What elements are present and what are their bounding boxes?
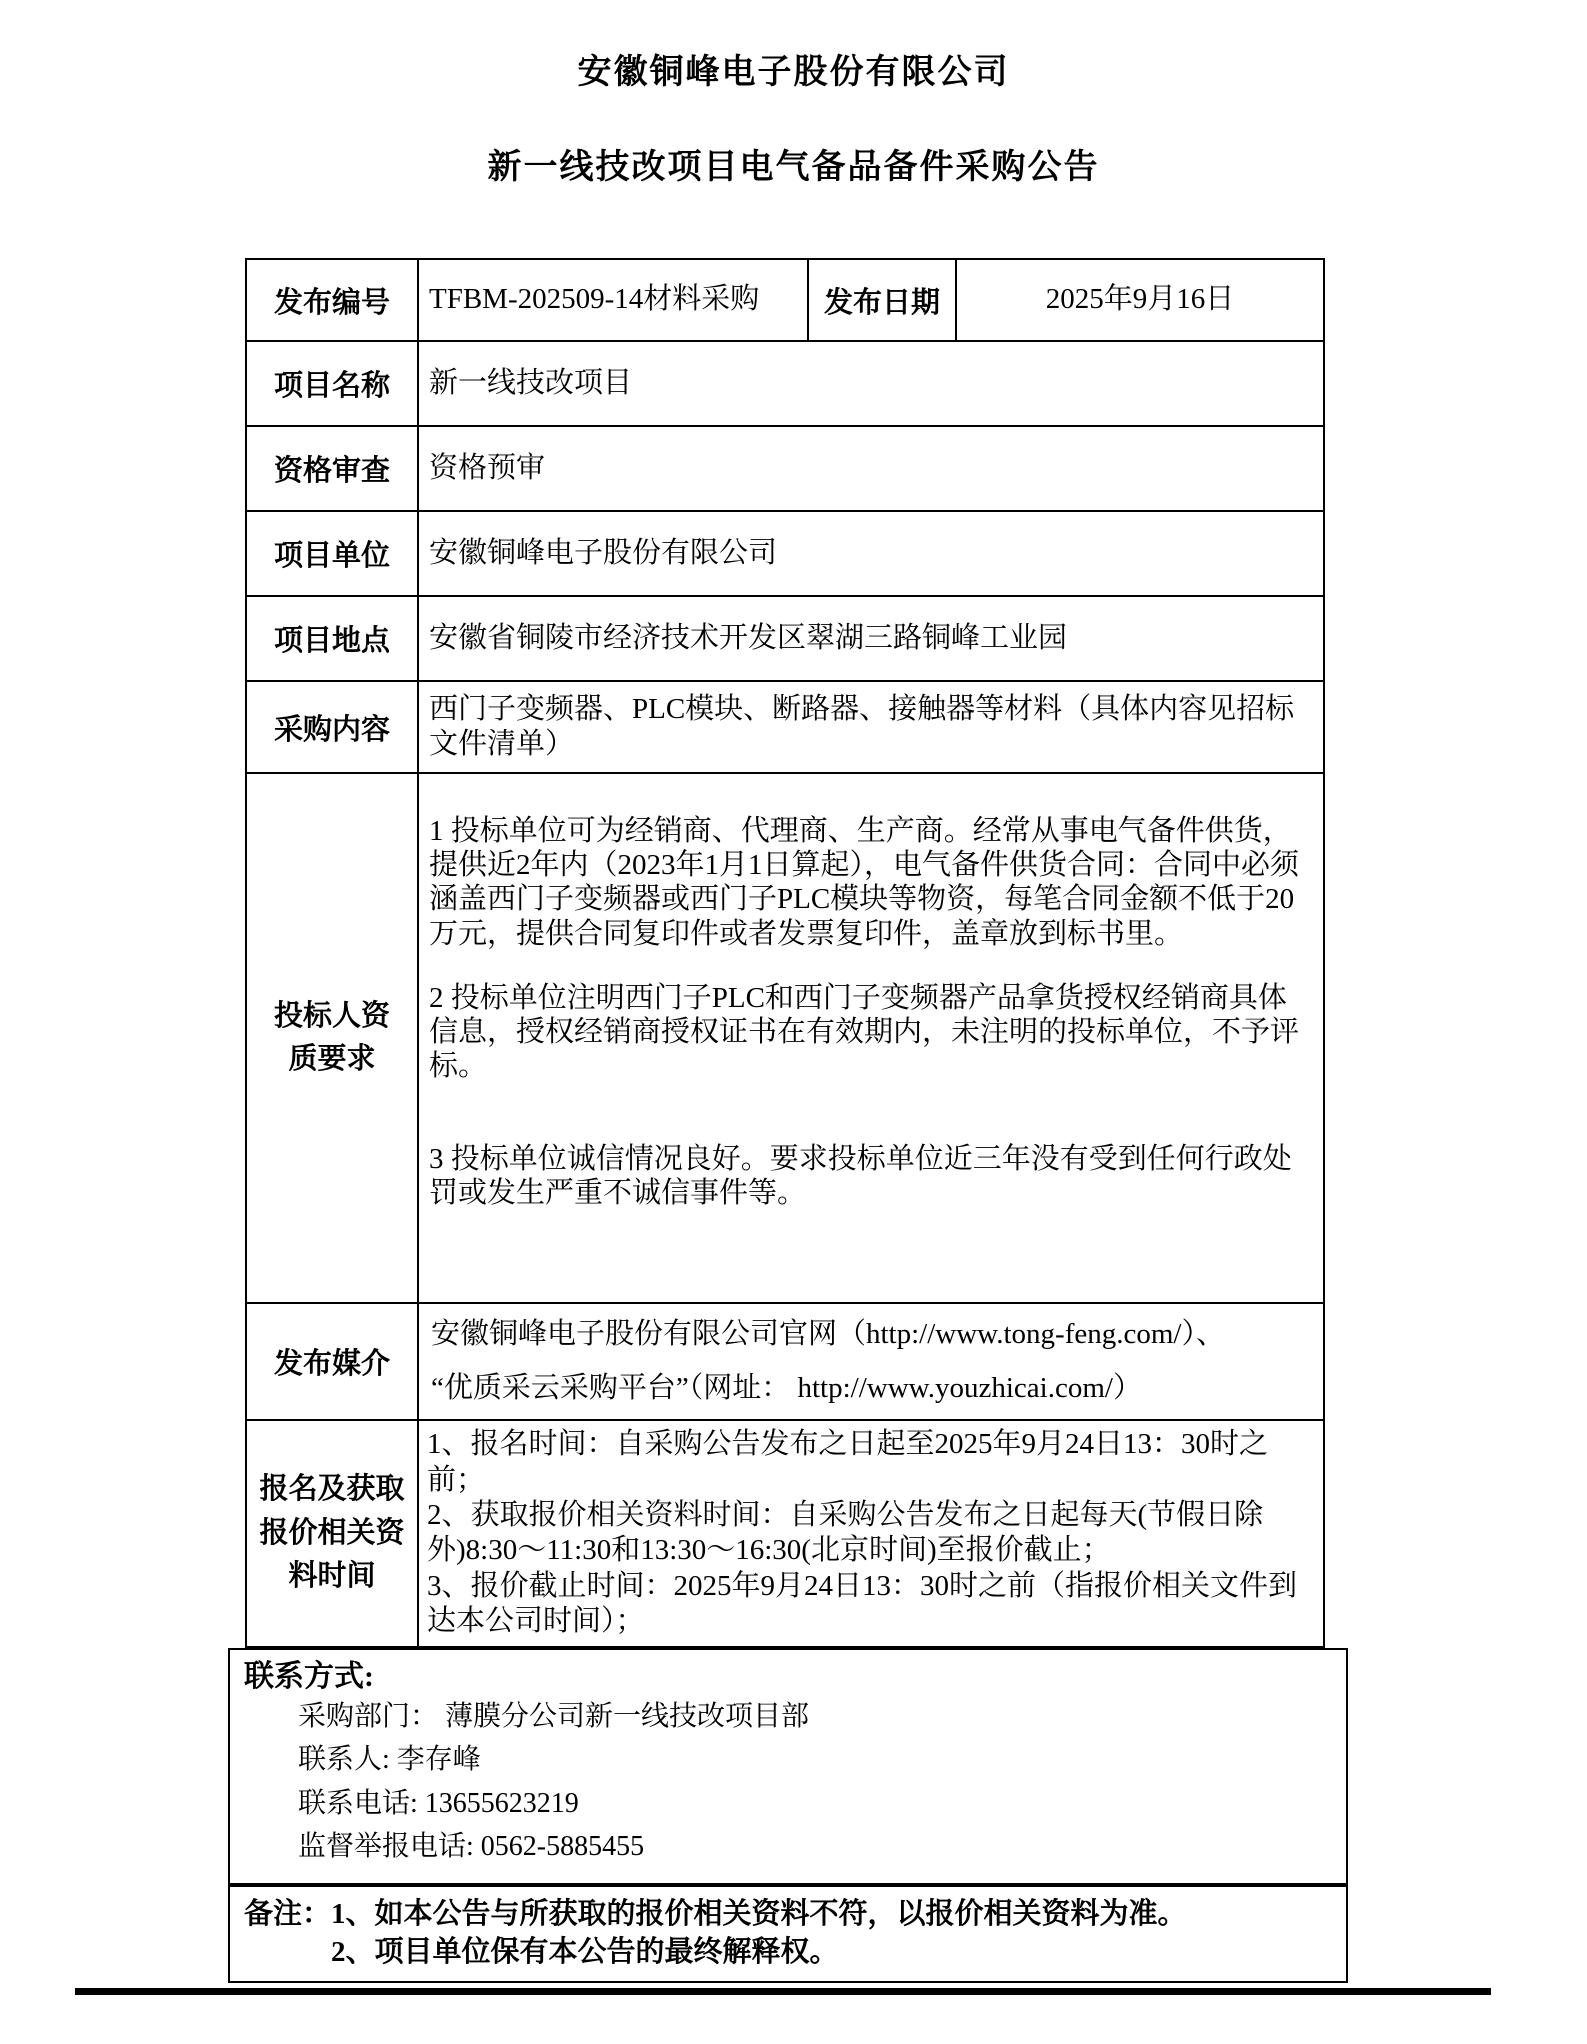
bidder-qualification-label-line1: 投标人资 — [273, 999, 390, 1032]
publish-media-line1: 安徽铜峰电子股份有限公司官网（http://www.tong-feng.com/）、 — [431, 1318, 1225, 1350]
contact-person: 联系人: 李存峰 — [298, 1744, 481, 1776]
procurement-content-value: 西门子变频器、PLC模块、断路器、接触器等材料（具体内容见招标文件清单） — [418, 681, 1324, 773]
qualification-review-value: 资格预审 — [418, 426, 1324, 511]
row-publish-media — [246, 1303, 1324, 1420]
registration-item-3: 3、报价截止时间：2025年9月24日13：30时之前（指报价相关文件到达本公司时间）； — [427, 1569, 1298, 1638]
publish-number-label: 发布编号 — [246, 259, 418, 341]
contact-phone: 联系电话: 13655623219 — [298, 1787, 579, 1819]
publish-date-label: 发布日期 — [808, 259, 956, 341]
qualification-review-label: 资格审查 — [246, 426, 418, 511]
registration-time-label-line2: 报价相关资 — [259, 1516, 405, 1549]
row-publish-number — [246, 259, 1324, 341]
registration-time-value — [418, 1420, 1324, 1646]
project-location-value: 安徽省铜陵市经济技术开发区翠湖三路铜峰工业园 — [418, 596, 1324, 681]
remark-item-1: 1、如本公告与所获取的报价相关资料不符，以报价相关资料为准。 — [331, 1897, 1187, 1930]
registration-time-label — [246, 1420, 418, 1646]
qualification-paragraph-2: 2 投标单位注明西门子PLC和西门子变频器产品拿货授权经销商具体信息，授权经销商授权证书在有效期内，未注明的投标单位，不予评标。 — [429, 981, 1300, 1083]
bidder-qualification-label — [246, 773, 418, 1303]
registration-item-2: 2、获取报价相关资料时间：自采购公告发布之日起每天(节假日除外)8:30～11:30和13:30～16:30(北京时间)至报价截止； — [427, 1499, 1264, 1567]
contact-supervision-phone: 监督举报电话: 0562-5885455 — [298, 1831, 645, 1863]
contact-box — [228, 1648, 1348, 1885]
bidder-qualification-value — [418, 773, 1324, 1303]
registration-time-label-line3: 料时间 — [288, 1560, 376, 1593]
publish-date-value: 2025年9月16日 — [956, 259, 1324, 341]
project-unit-value: 安徽铜峰电子股份有限公司 — [418, 511, 1324, 596]
qualification-paragraph-3: 3 投标单位诚信情况良好。要求投标单位近三年没有受到任何行政处罚或发生严重不诚信事件等。 — [429, 1142, 1292, 1209]
publish-media-line2: “优质采云采购平台”（网址： http://www.youzhicai.com/） — [431, 1371, 1142, 1404]
row-project-unit — [246, 511, 1324, 596]
row-project-location — [246, 596, 1324, 681]
announcement-table — [245, 258, 1325, 1648]
row-registration-time — [246, 1420, 1324, 1646]
registration-time-label-line1: 报名及获取 — [259, 1473, 405, 1506]
remark-item-2: 2、项目单位保有本公告的最终解释权。 — [331, 1935, 839, 1968]
contact-heading: 联系方式: — [244, 1659, 374, 1693]
row-qualification-review — [246, 426, 1324, 511]
contact-lines — [298, 1695, 1332, 1869]
remarks-items — [331, 1895, 1187, 1972]
bidder-qualification-label-line2: 质要求 — [288, 1043, 376, 1075]
publish-number-value: TFBM-202509-14材料采购 — [418, 259, 808, 341]
project-name-label: 项目名称 — [246, 341, 418, 426]
project-unit-label: 项目单位 — [246, 511, 418, 596]
remarks-prefix: 备注： — [244, 1897, 332, 1930]
project-location-label: 项目地点 — [246, 596, 418, 681]
announcement-title: 新一线技改项目电气备品备件采购公告 — [487, 149, 1100, 186]
row-procurement-content — [246, 681, 1324, 773]
project-name-value: 新一线技改项目 — [418, 341, 1324, 426]
footer-divider — [75, 1988, 1491, 1995]
row-bidder-qualification — [246, 773, 1324, 1303]
row-project-name — [246, 341, 1324, 426]
company-title: 安徽铜峰电子股份有限公司 — [577, 54, 1010, 91]
registration-item-1: 1、报名时间：自采购公告发布之日起至2025年9月24日13：30时之前； — [427, 1428, 1269, 1496]
publish-media-label: 发布媒介 — [246, 1303, 418, 1420]
contact-department: 采购部门： 薄膜分公司新一线技改项目部 — [298, 1701, 810, 1733]
procurement-content-label: 采购内容 — [246, 681, 418, 773]
publish-media-value — [418, 1303, 1324, 1420]
remarks-box — [228, 1885, 1348, 1984]
qualification-paragraph-1: 1 投标单位可为经销商、代理商、生产商。经常从事电气备件供货，提供近2年内（2023年1月1日算起），电气备件供货合同：合同中必须涵盖西门子变频器或西门子PLC模块等物资，每笔合同金额不低于20万元，提供合同复印件或者发票复印件，盖章放到标书里。 — [429, 815, 1300, 950]
